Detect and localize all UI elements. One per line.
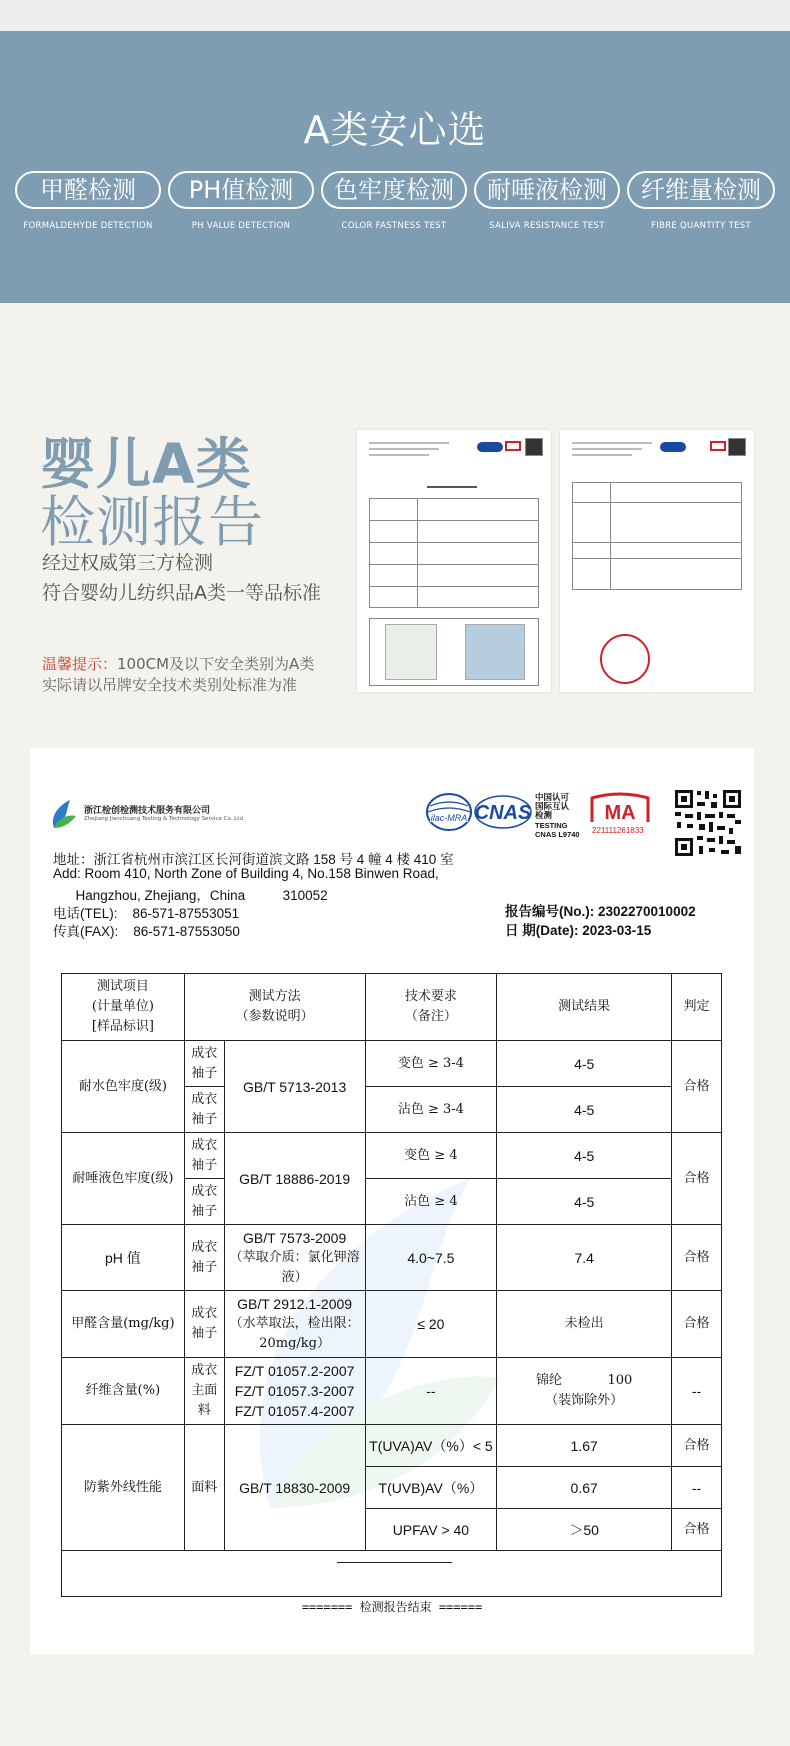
- uva-result: 1.67: [497, 1425, 672, 1467]
- tip-line2: 实际请以吊牌安全技术类别处标准为准: [42, 676, 298, 694]
- table-row: [62, 1425, 722, 1467]
- top-strip: [0, 0, 790, 31]
- pill-en-saliva: SALIVA RESISTANCE TEST: [489, 221, 605, 231]
- sample-label: 面料: [184, 1425, 224, 1551]
- sample-label: 成衣袖子: [184, 1179, 224, 1225]
- ph-item: pH 值: [62, 1225, 185, 1291]
- formaldehyde-verdict: 合格: [672, 1291, 722, 1358]
- water-change-requirement: 变色 ≥ 3-4: [365, 1041, 497, 1087]
- header-requirement: 技术要求 （备注）: [365, 974, 497, 1041]
- header-item: 测试项目 (计量单位) [样品标识]: [62, 974, 185, 1041]
- test-banner: [0, 31, 790, 303]
- sample-label: 成衣袖子: [184, 1087, 224, 1133]
- upf-result: ＞50: [497, 1509, 672, 1551]
- fiber-method: FZ/T 01057.2-2007 FZ/T 01057.3-2007 FZ/T 01057.4-2007: [224, 1358, 365, 1425]
- address-cn: 地址：浙江省杭州市滨江区长河街道滨文路 158 号 4 幢 4 楼 410 室: [53, 852, 454, 867]
- svg-text:MA: MA: [604, 802, 636, 824]
- cma-logo-icon: [588, 792, 652, 824]
- saliva-change-requirement: 变色 ≥ 4: [365, 1133, 497, 1179]
- fiber-requirement: --: [365, 1358, 497, 1425]
- uv-standard: GB/T 18830-2009: [224, 1425, 365, 1551]
- tip-label: 温馨提示：: [42, 655, 118, 673]
- water-fastness-standard: GB/T 5713-2013: [224, 1041, 365, 1133]
- pill-en-formaldehyde: FORMALDEHYDE DETECTION: [23, 221, 153, 231]
- uva-verdict: 合格: [672, 1425, 722, 1467]
- header-result: 测试结果: [497, 974, 672, 1041]
- tip-text-1: 100CM及以下安全类别为A类: [117, 655, 315, 673]
- formaldehyde-result: 未检出: [497, 1291, 672, 1358]
- address-en-1: Add: Room 410, North Zone of Building 4, No.158 Binwen Road,: [53, 866, 439, 881]
- pill-saliva: 耐唾液检测: [474, 171, 620, 209]
- water-stain-result: 4-5: [497, 1087, 672, 1133]
- cnas-cn-1: 中国认可: [535, 793, 570, 803]
- saliva-fastness-standard: GB/T 18886-2019: [224, 1133, 365, 1225]
- pill-formaldehyde: 甲醛检测: [15, 171, 161, 209]
- table-row: [62, 1041, 722, 1087]
- report-number: 报告编号(No.): 2302270010002: [505, 904, 696, 919]
- pill-fibre: 纤维量检测: [627, 171, 775, 209]
- banner-title: A类安心选: [303, 108, 487, 152]
- table-row: [62, 1358, 722, 1425]
- upf-verdict: 合格: [672, 1509, 722, 1551]
- fiber-item: 纤维含量(%): [62, 1358, 185, 1425]
- water-stain-requirement: 沾色 ≥ 3-4: [365, 1087, 497, 1133]
- header-verdict: 判定: [672, 974, 722, 1041]
- fiber-result: 锦纶 100 （装饰除外）: [497, 1358, 672, 1425]
- saliva-change-result: 4-5: [497, 1133, 672, 1179]
- uvb-verdict: --: [672, 1467, 722, 1509]
- qr-code[interactable]: [673, 788, 743, 858]
- formaldehyde-requirement: ≤ 20: [365, 1291, 497, 1358]
- formaldehyde-item: 甲醛含量(mg/kg): [62, 1291, 185, 1358]
- uva-requirement: T(UVA)AV（%）< 5: [365, 1425, 497, 1467]
- cnas-cn-3: 检测: [535, 811, 553, 821]
- pill-en-color-fastness: COLOR FASTNESS TEST: [341, 221, 447, 231]
- table-blank-row: [62, 1551, 722, 1597]
- pill-en-ph: PH VALUE DETECTION: [191, 221, 291, 231]
- cnas-en-1: TESTING: [535, 821, 568, 830]
- cnas-en-2: CNAS L9740: [535, 830, 580, 839]
- cnas-text: [535, 794, 580, 839]
- cnas-logo-icon: [474, 794, 532, 830]
- end-rule: [337, 1562, 452, 1563]
- header-method: 测试方法 （参数说明）: [184, 974, 365, 1041]
- fax: 传真(FAX): 86-571-87553050: [53, 924, 240, 939]
- subtitle-1: 经过权威第三方检测: [42, 552, 214, 574]
- pill-ph: PH值检测: [168, 171, 314, 209]
- cnas-cn-2: 国际互认: [535, 802, 570, 812]
- heading-line1: 婴儿A类: [40, 432, 252, 496]
- water-fastness-item: 耐水色牢度(级): [62, 1041, 185, 1133]
- heading-line2: 检测报告: [40, 490, 265, 554]
- table-row: [62, 1225, 722, 1291]
- report-end-text: ======= 检测报告结束 ======: [301, 1600, 483, 1614]
- uv-item: 防紫外线性能: [62, 1425, 185, 1551]
- water-change-result: 4-5: [497, 1041, 672, 1087]
- sample-label: 成衣袖子: [184, 1133, 224, 1179]
- tip-line1: [42, 653, 314, 674]
- ph-requirement: 4.0~7.5: [365, 1225, 497, 1291]
- pill-color-fastness: 色牢度检测: [321, 171, 467, 209]
- sample-label: 成衣主面料: [184, 1358, 224, 1425]
- pill-en-fibre: FIBRE QUANTITY TEST: [651, 221, 751, 231]
- address-en-2: Hangzhou, Zhejiang，China 310052: [53, 888, 328, 903]
- svg-text:ilac-MRA: ilac-MRA: [430, 813, 468, 823]
- saliva-fastness-verdict: 合格: [672, 1133, 722, 1225]
- saliva-stain-result: 4-5: [497, 1179, 672, 1225]
- uvb-result: 0.67: [497, 1467, 672, 1509]
- test-results-table: [61, 973, 722, 1597]
- ilac-mra-logo-icon: [424, 792, 474, 832]
- qr-code-icon: [673, 788, 743, 858]
- ph-verdict: 合格: [672, 1225, 722, 1291]
- cma-number: 221111261833: [592, 826, 644, 835]
- table-header-row: [62, 974, 722, 1041]
- report-card: [30, 748, 754, 1654]
- company-name-en: Zhejiang Jianchuang Testing & Technology Service Co.,Ltd.: [84, 816, 245, 822]
- report-date: 日 期(Date): 2023-03-15: [505, 923, 652, 938]
- report-thumbnail-1[interactable]: [357, 430, 551, 692]
- sample-label: 成衣袖子: [184, 1225, 224, 1291]
- water-fastness-verdict: 合格: [672, 1041, 722, 1133]
- table-row: [62, 1133, 722, 1179]
- sample-label: 成衣袖子: [184, 1041, 224, 1087]
- company-logo-icon: [50, 798, 78, 832]
- upf-requirement: UPFAV > 40: [365, 1509, 497, 1551]
- saliva-fastness-item: 耐唾液色牢度(级): [62, 1133, 185, 1225]
- uvb-requirement: T(UVB)AV（%）: [365, 1467, 497, 1509]
- table-row: [62, 1291, 722, 1358]
- subtitle-2: 符合婴幼儿纺织品A类一等品标准: [42, 582, 321, 604]
- telephone: 电话(TEL): 86-571-87553051: [53, 906, 240, 921]
- saliva-stain-requirement: 沾色 ≥ 4: [365, 1179, 497, 1225]
- ph-result: 7.4: [497, 1225, 672, 1291]
- svg-text:CNAS: CNAS: [474, 802, 532, 824]
- company-name-cn: 浙江检创检测技术服务有限公司: [84, 806, 211, 816]
- sample-label: 成衣袖子: [184, 1291, 224, 1358]
- report-thumbnail-2[interactable]: [560, 430, 754, 692]
- formaldehyde-method: GB/T 2912.1-2009 （水萃取法，检出限：20mg/kg）: [224, 1291, 365, 1358]
- fiber-verdict: --: [672, 1358, 722, 1425]
- ph-method: GB/T 7573-2009 （萃取介质：氯化钾溶液）: [224, 1225, 365, 1291]
